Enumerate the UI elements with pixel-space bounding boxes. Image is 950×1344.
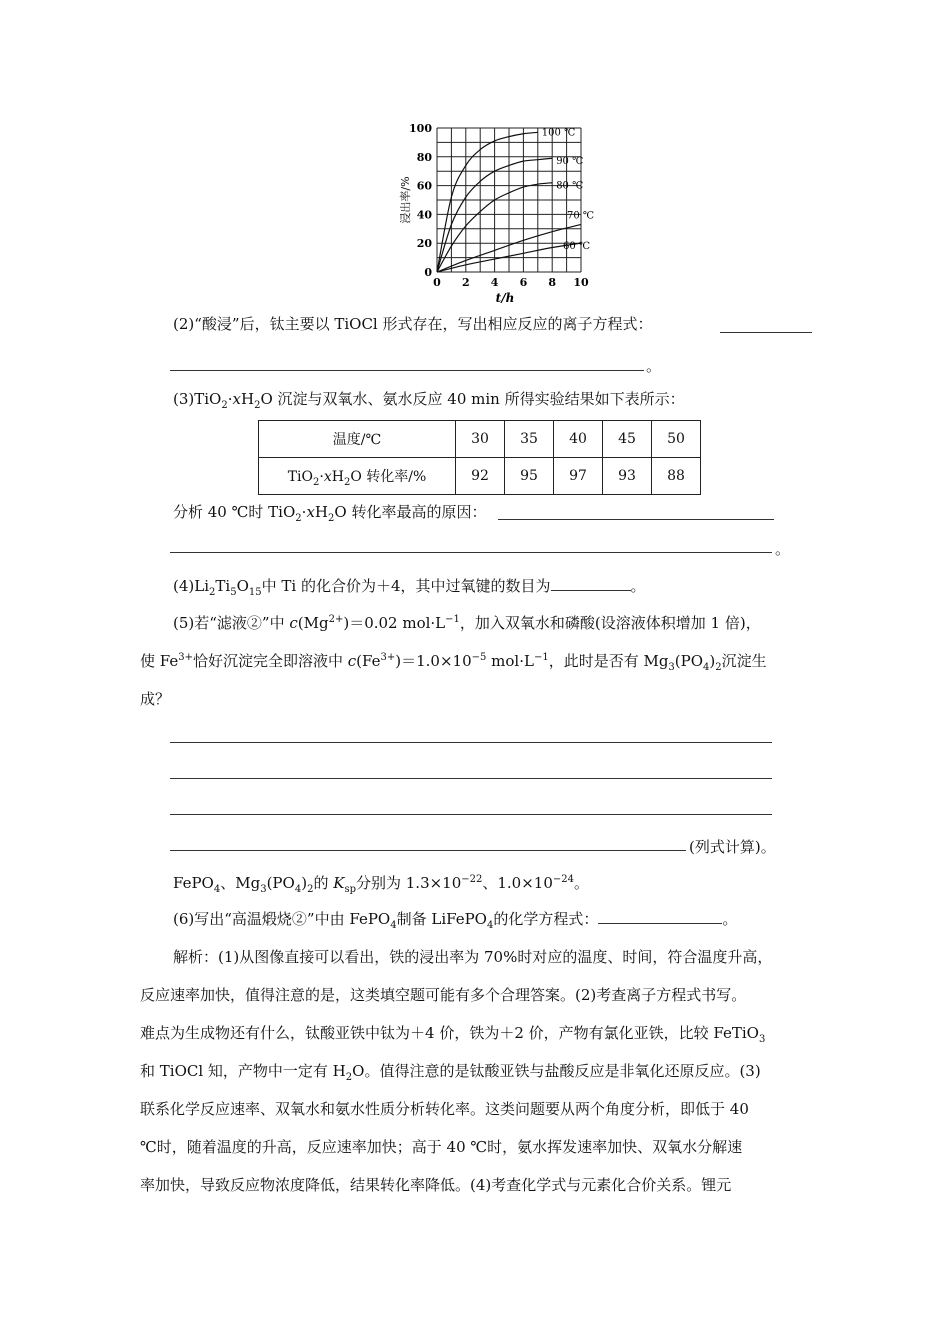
q4-text: $(4)Li_2Ti_5O_{15}$中 Ti 的化合价为＋4，其中过氧键的数目为 。 <box>173 577 646 598</box>
table-cell: 88 <box>652 458 701 495</box>
q5-blank-2[interactable] <box>170 778 772 779</box>
series-line <box>437 132 538 272</box>
leaching-rate-chart <box>395 118 605 303</box>
q2-blank-2[interactable] <box>170 370 644 371</box>
y-tick-label: 80 <box>416 150 432 164</box>
analysis-p1: 解析：(1)从图像直接可以看出，铁的浸出率为 70%时对应的温度、时间，符合温度升高， <box>173 948 773 966</box>
table-cell: 93 <box>603 458 652 495</box>
analysis-p4: 和 TiOCl 知，产物中一定有 $H_2O$。值得注意的是钛酸亚铁与盐酸反应是非氧化还原反应。(3) <box>140 1062 761 1083</box>
x-tick-label: 8 <box>548 276 557 289</box>
x-tick-label: 6 <box>519 276 528 289</box>
q2-text: (2)“酸浸”后，钛主要以 TiOCl 形式存在，写出相应反应的离子方程式： <box>173 315 653 333</box>
table-header-temp: 温度/℃ <box>259 421 456 458</box>
y-tick-label: 100 <box>409 122 432 135</box>
q5-blank-4[interactable] <box>170 850 686 851</box>
table-cell: 40 <box>554 421 603 458</box>
x-tick-label: 0 <box>433 276 441 289</box>
table-cell: 30 <box>456 421 505 458</box>
analysis-p2: 反应速率加快，值得注意的是，这类填空题可能有多个合理答案。(2)考查离子方程式书写。 <box>140 986 747 1004</box>
q5-line-1: (5)若“滤液②”中 $c(Mg^{2+})=0.02$ $mol\cdot L^{-1}$，加入双氧水和磷酸(设溶液体积增加 1 倍)， <box>173 614 761 632</box>
series-label: 100 ℃ <box>541 127 576 139</box>
table-cell: 97 <box>554 458 603 495</box>
table-header-rate: $TiO_2\cdot xH_2O$ 转化率/% <box>259 458 456 495</box>
table-row <box>259 458 701 495</box>
x-tick-label: 10 <box>573 276 589 289</box>
table-cell: 95 <box>505 458 554 495</box>
x-tick-label: 4 <box>490 276 499 289</box>
table-cell: 92 <box>456 458 505 495</box>
q6-text: (6)写出“高温煅烧②”中由 FePO$_4$制备 LiFePO$_4$的化学方程式： 。 <box>173 910 738 931</box>
chart-grid <box>437 128 584 272</box>
analysis-p5: 联系化学反应速率、双氧水和氨水性质分析转化率。这类问题要从两个角度分析，即低于 40 <box>140 1100 749 1118</box>
q3-blank-1[interactable] <box>498 519 774 520</box>
x-axis-label: t/h <box>495 291 515 303</box>
q2-end: 。 <box>646 357 662 375</box>
y-tick-label: 20 <box>416 237 432 251</box>
y-tick-label: 0 <box>424 266 432 279</box>
q5-blank-3[interactable] <box>170 814 772 815</box>
y-tick-label: 60 <box>416 179 432 193</box>
q4-blank[interactable] <box>551 590 631 591</box>
q5-ksp: FePO$_4$、$Mg_3(PO_4)_2$的 $K_{sp}$分别为 $1.3\times 10^{-22}$、$1.0\times 10^{-24}$。 <box>173 874 590 895</box>
table-row <box>259 421 701 458</box>
series-label: 60 ℃ <box>563 241 591 253</box>
series-label: 70 ℃ <box>567 210 595 222</box>
q3-end: 。 <box>775 540 791 558</box>
series-label: 90 ℃ <box>556 156 584 168</box>
q5-calc-note: (列式计算)。 <box>689 838 776 856</box>
table-cell: 50 <box>652 421 701 458</box>
y-axis-label: 浸出率/% <box>399 176 412 224</box>
q5-blank-1[interactable] <box>170 742 772 743</box>
q5-line-2: 使 $Fe^{3+}$恰好沉淀完全即溶液中 $c(Fe^{3+})=1.0\times 10^{-5}$ $mol\cdot L^{-1}$，此时是否有 $Mg_3(PO_4)_2$沉淀生 <box>140 652 767 673</box>
results-table <box>258 420 701 495</box>
q3-text: $(3)TiO_2\cdot xH_2O$ 沉淀与双氧水、氨水反应 40 min 所得实验结果如下表所示： <box>173 390 685 411</box>
q3-blank-2[interactable] <box>170 552 772 553</box>
q5-line-3: 成？ <box>140 690 171 708</box>
analysis-p3: 难点为生成物还有什么，钛酸亚铁中钛为＋4 价，铁为＋2 价，产物有氯化亚铁，比较 FeTiO$_3$ <box>140 1024 766 1045</box>
q3-analysis: 分析 40 ℃时 $TiO_2\cdot xH_2O$ 转化率最高的原因： <box>173 503 487 524</box>
y-tick-label: 40 <box>416 208 432 222</box>
table-cell: 45 <box>603 421 652 458</box>
x-tick-label: 2 <box>461 276 470 289</box>
q6-blank[interactable] <box>598 923 722 924</box>
chart-labels <box>398 122 594 303</box>
q2-blank-1[interactable] <box>720 332 812 333</box>
analysis-p7: 率加快，导致反应物浓度降低，结果转化率降低。(4)考查化学式与元素化合价关系。锂元 <box>140 1176 732 1194</box>
series-label: 80 ℃ <box>556 180 584 192</box>
table-cell: 35 <box>505 421 554 458</box>
analysis-p6: ℃时，随着温度的升高，反应速率加快；高于 40 ℃时，氨水挥发速率加快、双氧水分解速 <box>140 1138 743 1156</box>
